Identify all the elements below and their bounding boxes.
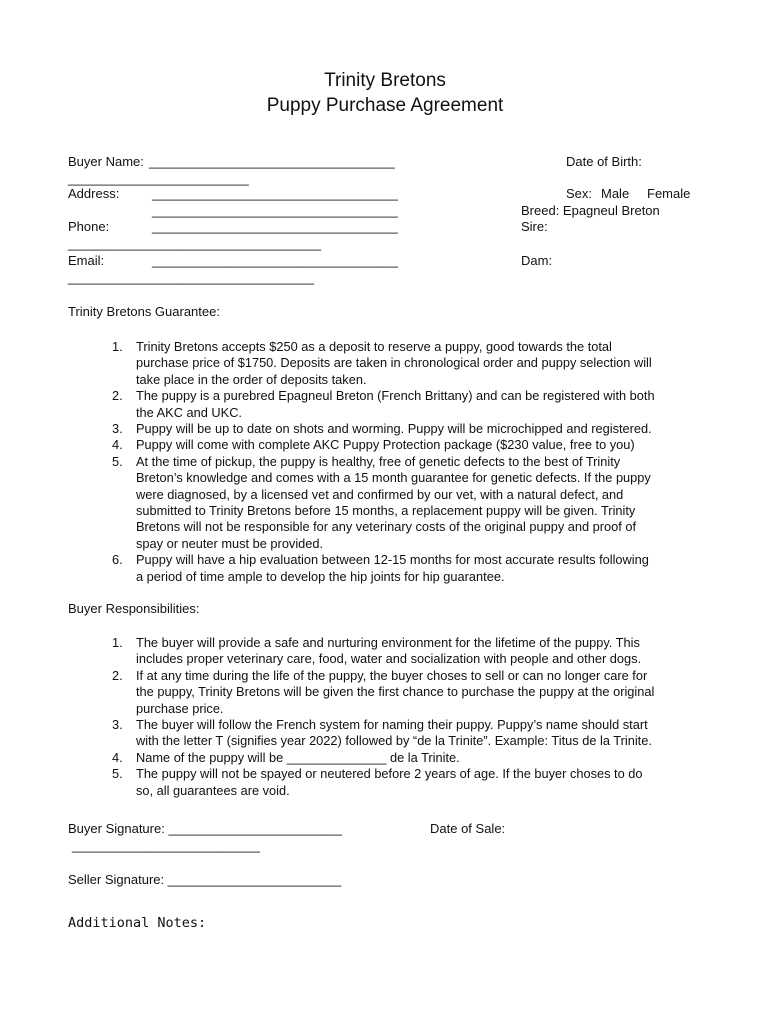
- list-item-number: 5.: [112, 453, 123, 469]
- list-item-number: 5.: [112, 766, 123, 782]
- list-item-text-line: The buyer will follow the French system for naming their puppy. Puppy’s name should start: [136, 717, 648, 733]
- address-field-2[interactable]: __________________________________: [152, 203, 398, 218]
- list-item-text-line: take place in the order of deposits taken.: [136, 371, 367, 387]
- list-item-text-line: the AKC and UKC.: [136, 404, 242, 420]
- email-field-overflow[interactable]: __________________________________: [68, 270, 314, 285]
- list-item-text-line: were diagnosed, by a licensed vet and confirmed by our vet, with a natural defect, and: [136, 486, 624, 502]
- list-item-text-line: a period of time ample to develop the hip joints for hip guarantee.: [136, 568, 505, 584]
- list-item: [68, 717, 708, 750]
- document-subtitle: Puppy Purchase Agreement: [266, 95, 504, 116]
- list-item-text-line: Puppy will come with complete AKC Puppy Protection package ($230 value, free to you): [136, 437, 635, 453]
- email-label: Email:: [68, 253, 105, 268]
- list-item: [68, 454, 708, 552]
- date-of-birth-label: Date of Birth:: [566, 154, 642, 169]
- phone-label: Phone:: [68, 219, 110, 234]
- list-item-number: 4.: [112, 749, 123, 765]
- list-item-number: 4.: [112, 437, 123, 453]
- list-item-text-line: purchase price.: [136, 700, 224, 716]
- list-item-text-line: includes proper veterinary care, food, water and socialization with people and other dogs.: [136, 651, 642, 667]
- sex-option-male[interactable]: Male: [601, 186, 630, 201]
- list-item-number: 3.: [112, 717, 123, 733]
- document-title: Trinity Bretons: [324, 70, 446, 91]
- list-item-number: 2.: [112, 667, 123, 683]
- list-item: [68, 388, 708, 421]
- breed-text: Breed: Epagneul Breton: [521, 203, 660, 218]
- email-field[interactable]: __________________________________: [152, 253, 398, 268]
- list-item-text-line: the puppy, Trinity Bretons will be given the first chance to purchase the puppy at the original: [136, 684, 655, 700]
- list-item-number: 1.: [112, 339, 123, 354]
- list-item-text-line: At the time of pickup, the puppy is healthy, free of genetic defects to the best of Trinity: [136, 453, 621, 469]
- list-item-text-line: The puppy is a purebred Epagneul Breton (French Brittany) and can be registered with both: [136, 388, 655, 404]
- list-item-text-line: purchase price of $1750. Deposits are taken in chronological order and puppy selection will: [136, 355, 652, 371]
- list-item: [68, 552, 708, 585]
- phone-field-overflow[interactable]: ___________________________________: [68, 236, 322, 251]
- buyer-signature-field[interactable]: Buyer Signature: ________________________: [68, 821, 342, 836]
- list-item-text-line: Breton’s knowledge and comes with a 15 month guarantee for genetic defects. If the puppy: [136, 470, 651, 486]
- seller-signature-field[interactable]: Seller Signature: ________________________: [68, 872, 342, 887]
- phone-field[interactable]: __________________________________: [152, 219, 398, 234]
- list-item: [68, 437, 708, 453]
- list-item-text-line: If at any time during the life of the puppy, the buyer choses to sell or can no longer care for: [136, 667, 648, 683]
- responsibilities-list: [68, 635, 708, 799]
- list-item: [68, 339, 708, 388]
- buyer-name-field-overflow[interactable]: _________________________: [68, 171, 249, 186]
- list-item: [68, 750, 708, 766]
- address-label: Address:: [68, 186, 120, 201]
- guarantee-heading: Trinity Bretons Guarantee:: [68, 304, 220, 319]
- list-item-number: 2.: [112, 388, 123, 404]
- list-item-text-line: spay or neuter must be provided.: [136, 535, 324, 551]
- list-item-number: 1.: [112, 635, 123, 650]
- list-item-text-line: submitted to Trinity Bretons before 15 months, a replacement puppy will be given. Trinity: [136, 503, 636, 519]
- address-field-1[interactable]: __________________________________: [152, 186, 398, 201]
- additional-notes-label: Additional Notes:: [68, 915, 207, 931]
- list-item: [68, 766, 708, 799]
- dam-label: Dam:: [521, 253, 553, 268]
- list-item-text-line: Name of the puppy will be ______________ de la Trinite.: [136, 749, 460, 765]
- buyer-name-field[interactable]: __________________________________: [149, 154, 395, 169]
- guarantee-list: [68, 339, 708, 585]
- list-item-text-line: so, all guarantees are void.: [136, 782, 290, 798]
- list-item-text-line: The puppy will not be spayed or neutered before 2 years of age. If the buyer choses to do: [136, 766, 643, 782]
- buyer-name-label: Buyer Name:: [68, 154, 144, 169]
- list-item-text-line: Puppy will be up to date on shots and worming. Puppy will be microchipped and registered.: [136, 421, 652, 437]
- list-item-text-line: Bretons will not be responsible for any veterinary costs of the original puppy and proof of: [136, 519, 637, 535]
- list-item-number: 3.: [112, 421, 123, 437]
- list-item-text-line: Puppy will have a hip evaluation between 12-15 months for most accurate results following: [136, 552, 649, 568]
- sex-option-female[interactable]: Female: [647, 186, 691, 201]
- date-of-sale-label: Date of Sale:: [430, 821, 506, 836]
- list-item: [68, 421, 708, 437]
- list-item-text-line: with the letter T (signifies year 2022) followed by “de la Trinite”. Example: Titus de la Trinite.: [136, 733, 652, 749]
- sex-label: Sex:: [566, 186, 593, 201]
- sire-label: Sire:: [521, 219, 548, 234]
- list-item-number: 6.: [112, 552, 123, 568]
- list-item-text-line: The buyer will provide a safe and nurturing environment for the lifetime of the puppy. This: [136, 635, 640, 650]
- list-item: [68, 668, 708, 717]
- list-item: [68, 635, 708, 668]
- buyer-signature-field-overflow[interactable]: __________________________: [72, 838, 260, 853]
- list-item-text-line: Trinity Bretons accepts $250 as a deposit to reserve a puppy, good towards the total: [136, 339, 612, 354]
- responsibilities-heading: Buyer Responsibilities:: [68, 601, 200, 616]
